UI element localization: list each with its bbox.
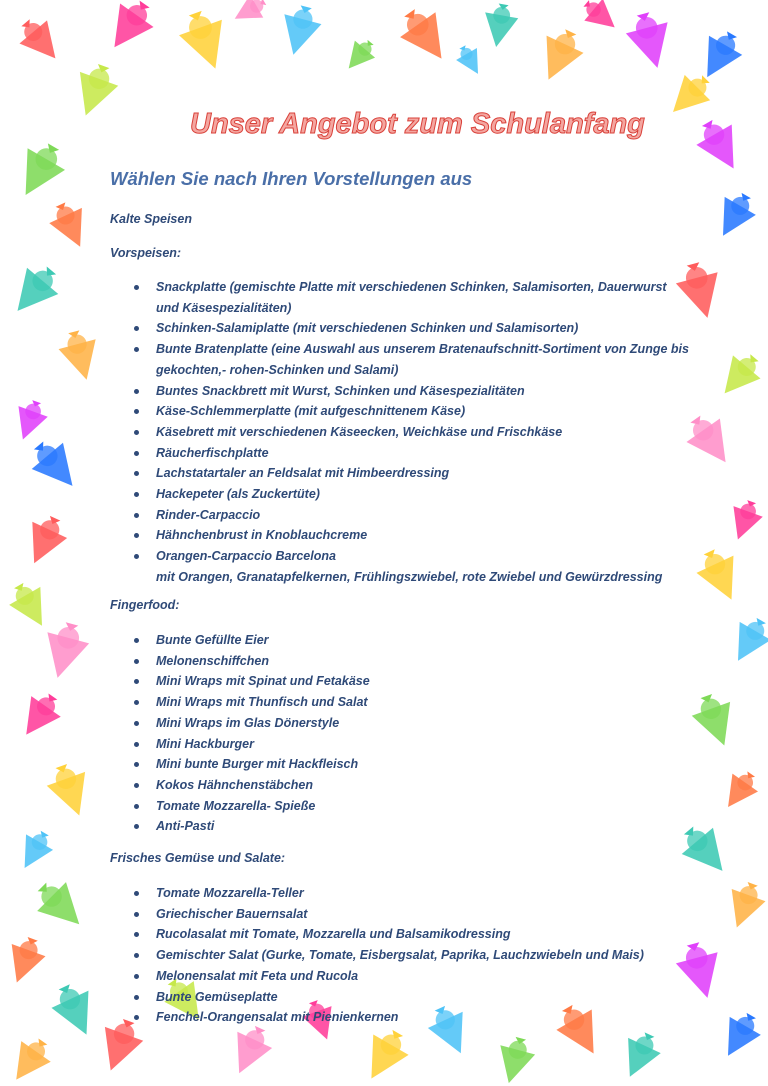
candy-icon — [392, 0, 459, 70]
candy-icon — [712, 1007, 766, 1065]
list-item: Rucolasalat mit Tomate, Mozzarella und Balsamikodressing — [110, 924, 690, 945]
candy-icon — [67, 59, 123, 122]
candy-icon — [1, 1031, 57, 1086]
list-item: Fenchel-Orangensalat mit Pienienkernen — [110, 1007, 690, 1028]
candy-icon — [174, 5, 237, 76]
candy-icon — [2, 257, 67, 324]
candy-icon — [12, 11, 69, 70]
candy-icon — [11, 686, 67, 745]
list-item: Hähnchenbrust in Knoblauchcreme — [110, 525, 690, 546]
candy-icon — [707, 187, 761, 245]
list-item: Mini bunte Burger mit Hackfleisch — [110, 754, 690, 775]
section-fingerfood-heading: Fingerfood: — [110, 598, 180, 612]
candy-icon — [37, 618, 93, 683]
candy-icon — [339, 34, 381, 77]
vorspeisen-list — [110, 277, 690, 588]
list-item: Rinder-Carpaccio — [110, 505, 690, 526]
list-item: Griechischer Bauernsalat — [110, 904, 690, 925]
list-item: Schinken-Salamiplatte (mit verschiedenen Schinken und Salamisorten) — [110, 318, 690, 339]
list-item: Tomate Mozzarella-Teller — [110, 883, 690, 904]
candy-icon — [614, 1027, 666, 1084]
candy-icon — [452, 41, 488, 80]
list-item: Anti-Pasti — [110, 816, 690, 837]
section-gemuese-heading: Frisches Gemüse und Salate: — [110, 851, 286, 865]
fingerfood-list — [110, 630, 690, 837]
list-item: Käsebrett mit verschiedenen Käseecken, Weichkäse und Frischkäse — [110, 422, 690, 443]
list-item-orangen-carpaccio — [110, 546, 690, 587]
candy-icon — [577, 0, 624, 38]
list-item: Bunte Gefüllte Eier — [110, 630, 690, 651]
page-title: Unser Angebot zum Schulanfang — [190, 108, 645, 140]
candy-icon — [354, 1023, 416, 1086]
candy-icon — [622, 8, 678, 73]
gemuese-list — [110, 883, 690, 1028]
candy-icon — [691, 543, 750, 608]
list-item: Mini Hackburger — [110, 734, 690, 755]
candy-icon — [222, 1020, 278, 1081]
candy-icon — [0, 933, 50, 989]
list-item: Räucherfischplatte — [110, 443, 690, 464]
candy-icon — [3, 577, 57, 635]
list-item: Melonensalat mit Feta und Rucola — [110, 966, 690, 987]
candy-icon — [690, 113, 752, 179]
list-item: Bunte Gemüseplatte — [110, 987, 690, 1008]
candy-icon — [711, 346, 768, 405]
list-item-label: Orangen-Carpaccio Barcelona — [156, 549, 336, 564]
candy-icon — [275, 2, 325, 60]
section-kalte-speisen: Kalte Speisen — [110, 212, 192, 226]
candy-icon — [720, 878, 768, 934]
candy-icon — [46, 978, 105, 1043]
list-item: Bunte Bratenplatte (eine Auswahl aus unserem Bratenaufschnitt-Sortiment von Zunge bis gekochten,- rohen-Schinken und Salami) — [110, 339, 690, 380]
list-item: Kokos Hähnchenstäbchen — [110, 775, 690, 796]
candy-icon — [42, 759, 98, 822]
list-item: Gemischter Salat (Gurke, Tomate, Eisbergsalat, Paprika, Lauchzwiebeln und Mais) — [110, 945, 690, 966]
list-item: Mini Wraps im Glas Dönerstyle — [110, 713, 690, 734]
candy-icon — [691, 25, 749, 87]
candy-icon — [7, 136, 72, 206]
candy-icon — [11, 825, 58, 876]
list-item: Snackplatte (gemischte Platte mit verschiedenen Schinken, Salamisorten, Dauerwurst und Käsespezialitäten) — [110, 277, 690, 318]
candy-icon — [23, 432, 88, 499]
candy-icon — [28, 873, 94, 939]
list-item: Mini Wraps mit Spinat und Fetakäse — [110, 671, 690, 692]
candy-icon — [480, 1, 521, 50]
list-item-detail: mit Orangen, Granatapfelkernen, Frühlingszwiebel, rote Zwiebel und Gewürzdressing — [156, 569, 663, 584]
list-item: Buntes Snackbrett mit Wurst, Schinken und Käsespezialitäten — [110, 381, 690, 402]
candy-icon — [687, 689, 743, 752]
candy-icon — [723, 496, 766, 545]
candy-icon — [530, 23, 589, 88]
list-item: Käse-Schlemmerplatte (mit aufgeschnittenem Käse) — [110, 401, 690, 422]
candy-icon — [715, 765, 764, 816]
candy-icon — [722, 612, 768, 670]
list-item: Hackepeter (als Zuckertüte) — [110, 484, 690, 505]
candy-icon — [8, 396, 51, 445]
candy-icon — [491, 1034, 538, 1086]
list-item: Melonenschiffchen — [110, 651, 690, 672]
list-item: Mini Wraps mit Thunfisch und Salat — [110, 692, 690, 713]
list-item: Lachstatartaler an Feldsalat mit Himbeerdressing — [110, 463, 690, 484]
section-vorspeisen-heading: Vorspeisen: — [110, 246, 182, 260]
candy-icon — [17, 510, 73, 571]
candy-icon — [55, 327, 105, 385]
candy-icon — [228, 0, 271, 30]
candy-icon — [44, 197, 96, 254]
candy-icon — [98, 0, 162, 59]
list-item: Tomate Mozzarella- Spieße — [110, 796, 690, 817]
page-subtitle: Wählen Sie nach Ihren Vorstellungen aus — [110, 168, 473, 189]
